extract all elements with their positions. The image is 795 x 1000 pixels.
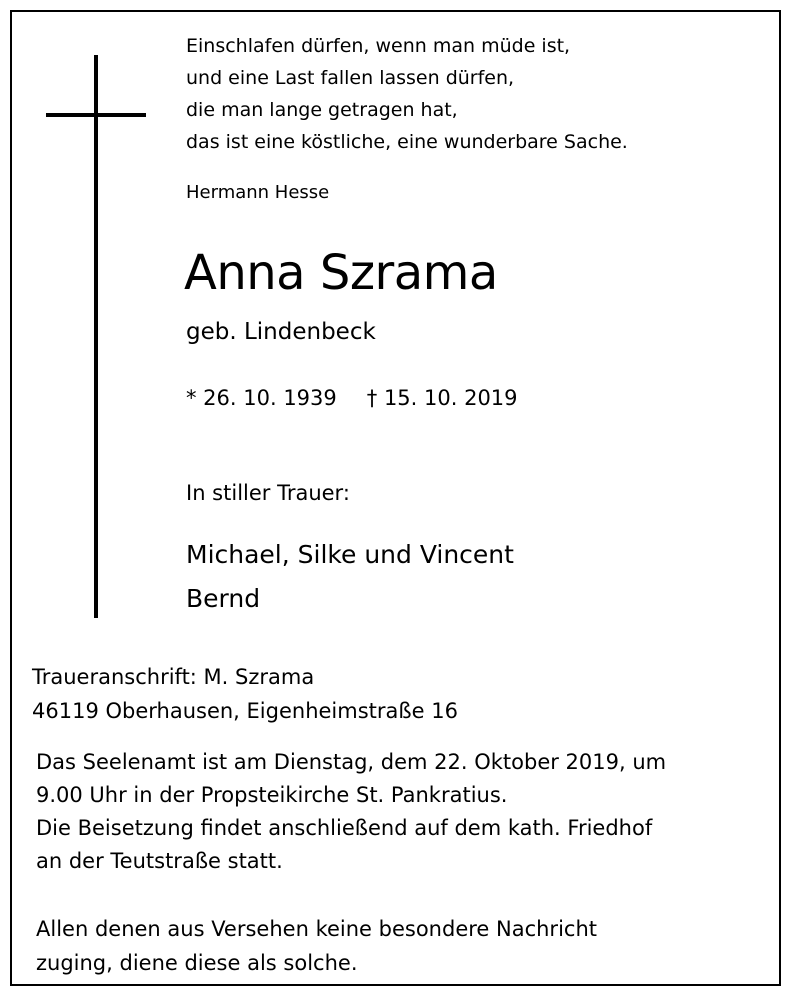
deceased-name: Anna Szrama xyxy=(184,245,498,301)
mourner-line: Michael, Silke und Vincent xyxy=(186,540,514,569)
address-line: 46119 Oberhausen, Eigenheimstraße 16 xyxy=(32,699,458,723)
maiden-name: geb. Lindenbeck xyxy=(186,319,376,345)
poem-quote xyxy=(186,30,628,158)
mourner-line: Bernd xyxy=(186,584,261,613)
closing-note xyxy=(36,912,597,980)
service-line: Das Seelenamt ist am Dienstag, dem 22. Oktober 2019, um xyxy=(36,750,667,774)
address-line: Traueranschrift: M. Szrama xyxy=(32,665,315,689)
mourners-list xyxy=(186,533,514,621)
poem-line: die man lange getragen hat, xyxy=(186,99,458,121)
service-line: an der Teutstraße statt. xyxy=(36,849,283,873)
cross-horizontal-bar xyxy=(46,113,146,117)
poem-line: und eine Last fallen lassen dürfen, xyxy=(186,67,515,89)
death-date: † 15. 10. 2019 xyxy=(366,386,518,410)
mourning-intro: In stiller Trauer: xyxy=(186,481,350,505)
closing-line: zuging, diene diese als solche. xyxy=(36,951,358,975)
service-line: Die Beisetzung findet anschließend auf dem kath. Friedhof xyxy=(36,816,653,840)
cross-vertical-bar xyxy=(94,55,98,618)
life-dates xyxy=(186,383,518,413)
service-line: 9.00 Uhr in der Propsteikirche St. Pankratius. xyxy=(36,783,508,807)
poem-line: das ist eine köstliche, eine wunderbare Sache. xyxy=(186,131,628,153)
mourning-address xyxy=(32,660,458,728)
poem-line: Einschlafen dürfen, wenn man müde ist, xyxy=(186,35,571,57)
closing-line: Allen denen aus Versehen keine besondere Nachricht xyxy=(36,917,597,941)
birth-date: * 26. 10. 1939 xyxy=(186,386,337,410)
poem-author: Hermann Hesse xyxy=(186,182,330,203)
service-details xyxy=(36,746,666,878)
